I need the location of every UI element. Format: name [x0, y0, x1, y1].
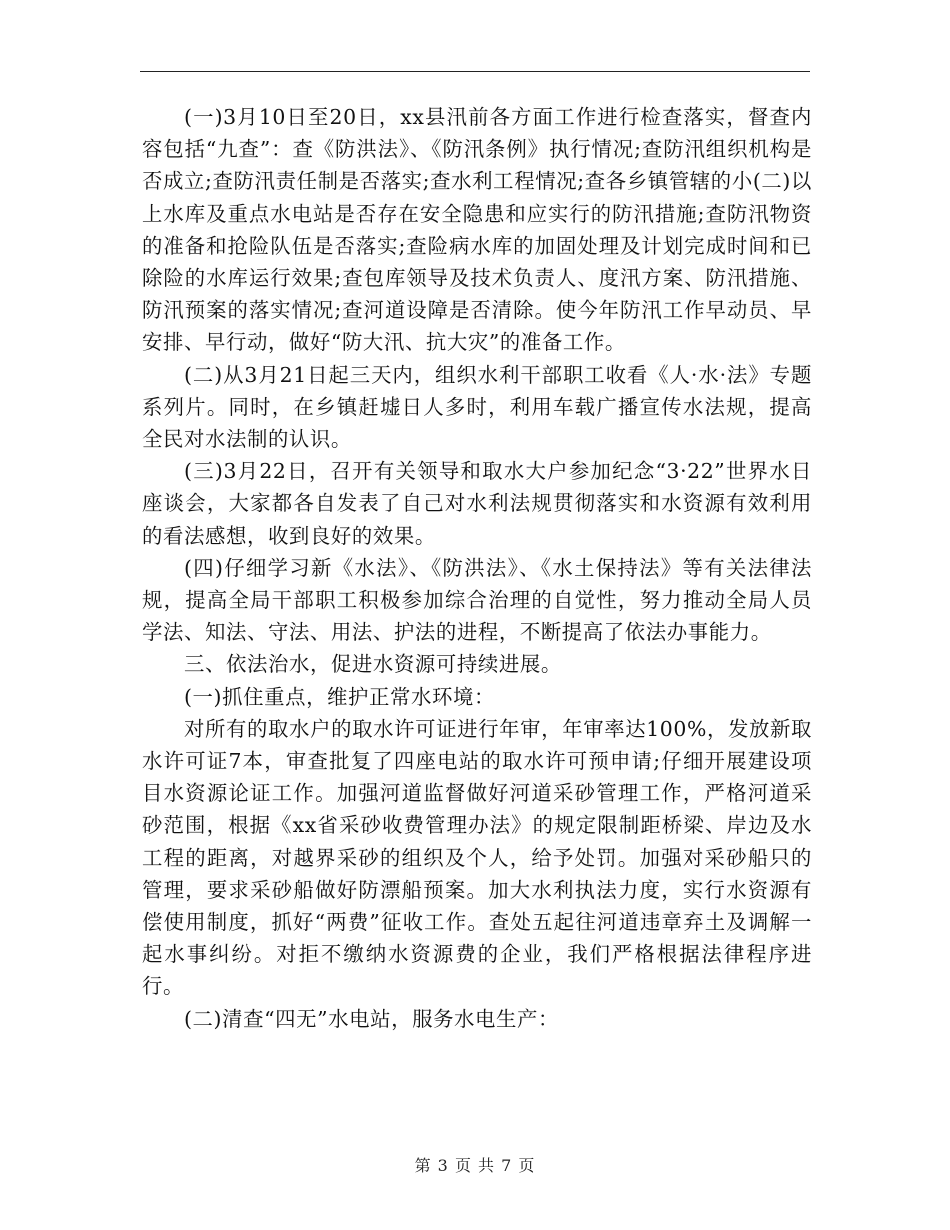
header-rule [140, 71, 810, 72]
paragraph-water-day-forum: (三)3月22日，召开有关领导和取水大户参加纪念“3·22”世界水日座谈会，大家都各自发表了自己对水利法规贯彻落实和水资源有效利用的看法感想，收到良好的效果。 [142, 459, 812, 548]
paragraph-law-study: (四)仔细学习新《水法》、《防洪法》、《水土保持法》等有关法律法规，提高全局干部职工积极参加综合治理的自觉性，努力推动全局人员学法、知法、守法、用法、护法的进程，不断提高了依法办事能力。 [142, 555, 812, 645]
paragraph-inspection: (一)3月10日至20日，xx县汛前各方面工作进行检查落实，督查内容包括“九查”：查《防洪法》、《防汛条例》执行情况;查防汛组织机构是否成立;查防汛责任制是否落实;查水利工程情况;查各乡镇管辖的小(二)以上水库及重点水电站是否存在安全隐患和应实行的防汛措施;查防汛物资的准备和抢险队伍是否落实;查险病水库的加固处理及计划完成时间和已除险的水库运行效果;查包库领导及技术负责人、度汛方案、防汛措施、防汛预案的落实情况;查河道设障是否清除。使今年防汛工作早动员、早安排、早行动，做好“防大汛、抗大灾”的准备工作。 [142, 105, 812, 355]
document-body [142, 101, 812, 1035]
subsection-heading-hydropower: (二)清查“四无”水电站，服务水电生产： [184, 1006, 560, 1031]
page-number: 第 3 页 共 7 页 [414, 1156, 536, 1175]
paragraph-film-screening: (二)从3月21日起三天内，组织水利干部职工收看《人·水·法》专题系列片。同时，在乡镇赶墟日人多时，利用车载广播宣传水法规，提高全民对水法制的认识。 [142, 362, 812, 452]
paragraph-permit-review: 对所有的取水户的取水许可证进行年审，年审率达100%，发放新取水许可证7本，审查批复了四座电站的取水许可预申请;仔细开展建设项目水资源论证工作。加强河道监督做好河道采砂管理工作，严格河道采砂范围，根据《xx省采砂收费管理办法》的规定限制距桥梁、岸边及水工程的距离，对越界采砂的组织及个人，给予处罚。加强对采砂船只的管理，要求采砂船做好防漂船预案。加大水利执法力度，实行水资源有偿使用制度，抓好“两费”征收工作。查处五起往河道违章弃土及调解一起水事纠纷。对拒不缴纳水资源费的企业，我们严格根据法律程序进行。 [142, 716, 812, 999]
section-heading-law-governance: 三、依法治水，促进水资源可持续进展。 [184, 652, 562, 677]
subsection-heading-water-environment: (一)抓住重点，维护正常水环境： [184, 684, 495, 709]
